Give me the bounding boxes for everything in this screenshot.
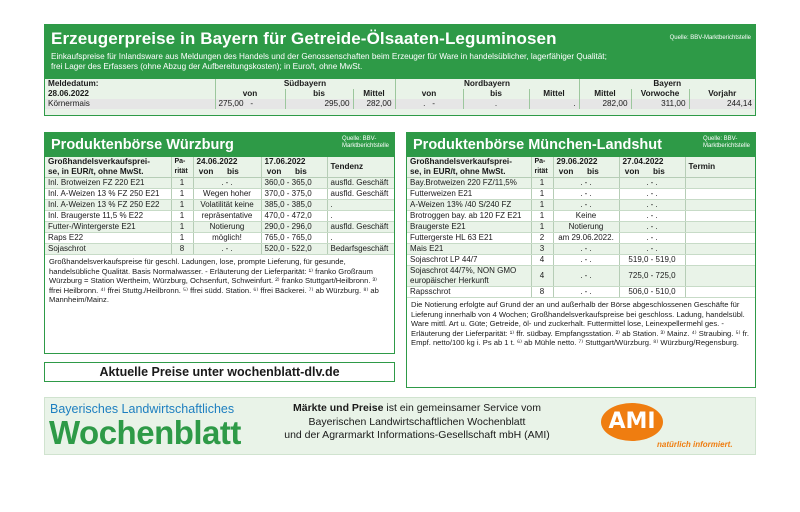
region-south: Südbayern [215, 79, 395, 89]
col-von: von [215, 89, 285, 99]
header-date-2: 27.04.2022 von bis [619, 157, 685, 178]
col-mittel: Mittel [353, 89, 395, 99]
table-row: Bay.Brotweizen 220 FZ/11,5% 1 . - . . - . [407, 178, 755, 189]
row-cell: . [463, 99, 529, 109]
producer-prices-desc-2: frei Lager des Erfassers (ohne Abzug der Aufbereitungskosten); in Euro/t, ohne MwSt. [51, 62, 363, 71]
table-row: Brotroggen bay. ab 120 FZ E21 1 Keine . - . [407, 211, 755, 222]
footer [44, 397, 756, 455]
muenchen-header [407, 133, 755, 157]
col-vorwoche: Vorwoche [631, 89, 689, 99]
row-cell: 282,00 [579, 99, 631, 109]
table-header-row [45, 157, 394, 178]
producer-prices-source: Quelle: BBV-Marktberichtstelle [669, 35, 751, 41]
wuerzburg-table [45, 157, 394, 255]
table-row: Inl. A-Weizen 13 % FZ 250 E21 1 Wegen hoher 370,0 - 375,0 ausfld. Geschäft [45, 189, 394, 200]
row-name: Körnermais [45, 99, 215, 109]
report-date: 28.06.2022 [45, 89, 215, 99]
region-bavaria: Bayern [653, 79, 682, 88]
row-cell: 282,00 [353, 99, 395, 109]
row-cell: 244,14 [726, 99, 752, 108]
table-row: Mais E21 3 . - . . - . [407, 244, 755, 255]
footer-service-text: Märkte und Preise ist ein gemeinsamer Service vom Bayerischen Landwirtschaftlichen Wochenblatt und der Agrarmarkt Informations-Gesellschaft mbH (AMI) [284, 402, 550, 441]
row-cell: 311,00 [631, 99, 689, 109]
row-cell: . [529, 99, 579, 109]
header-paritaet: Pa- rität [171, 157, 193, 178]
header-termin: Termin [685, 157, 755, 178]
table-row: Sojaschrot 8 . - . 520,0 - 522,0 Bedarfsgeschäft [45, 244, 394, 255]
muenchen-panel [406, 132, 756, 388]
meldedatum-label: Meldedatum: [45, 79, 215, 89]
ami-tagline: natürlich informiert. [657, 440, 733, 449]
col-von: von [395, 89, 463, 99]
header-name: Großhandelsverkaufsprei- se, in EUR/t, ohne MwSt. [45, 157, 171, 178]
wochenblatt-logo: Wochenblatt [49, 414, 241, 451]
ami-logo: AMI [601, 403, 663, 441]
wuerzburg-panel [44, 132, 395, 354]
muenchen-title: Produktenbörse München-Landshut [413, 137, 662, 153]
table-row: Futterweizen E21 1 . - . . - . [407, 189, 755, 200]
table-row: Inl. Braugerste 11,5 % E22 1 repräsentative 470,0 - 472,0 . [45, 211, 394, 222]
muenchen-note: Die Notierung erfolgte auf Grund der an und außerhalb der Börse abgeschlossenen Geschäfte für Lieferung innerhalb von 4 Wochen; Großhandelsverkaufspreise bei geschloss. Ladung, handelsübl. Ware mittl. Art u. Güte; Getreide, öl- und zuckerhalt. Futtermittel lose, Leinexpellermehl ges. - Erläuterung der Lieferparität: ¹⁾ ffr. südbay. Empfangsstation. ²⁾ ab Station. ³⁾ Mainz. ⁴⁾ Straubing. ⁵⁾ fr. Empf. netto/100 kg i. Ps ab 1 t. ⁶⁾ ab Mühle netto. ⁷⁾ Stuttgart/Würzburg. ⁸⁾ Würzburg/Regensburg. [411, 300, 749, 348]
col-bis: bis [285, 89, 353, 99]
col-mittel: Mittel [529, 89, 579, 99]
header-paritaet: Pa- rität [531, 157, 553, 178]
table-row: Sojaschrot 44/7%, NON GMO europäischer Herkunft 4 . - . 725,0 - 725,0 [407, 266, 755, 287]
table-row: Futtergerste HL 63 E21 2 am 29.06.2022. . - . [407, 233, 755, 244]
col-vorjahr: Vorjahr [708, 89, 737, 98]
header-date-2: 17.06.2022 von bis [261, 157, 327, 178]
table-row [45, 99, 755, 109]
producer-prices-table [45, 79, 755, 109]
row-cell: 275,00 - [215, 99, 285, 109]
wuerzburg-header [45, 133, 394, 157]
header-name: Großhandelsverkaufsprei- se, in EUR/t, ohne MwSt. [407, 157, 531, 178]
producer-prices-desc-1: Einkaufspreise für Inlandsware aus Meldungen des Handels und der Genossenschaften beim Erzeuger für Ware in handelsüblicher, lagerfähiger Qualität; [51, 52, 607, 61]
table-row: A-Weizen 13% /40 S/240 FZ 1 . - . . - . [407, 200, 755, 211]
header-date-1: 29.06.2022 von bis [553, 157, 619, 178]
col-mittel: Mittel [579, 89, 631, 99]
wuerzburg-title: Produktenbörse Würzburg [51, 137, 234, 153]
table-row: Raps E22 1 möglich! 765,0 - 765,0 . [45, 233, 394, 244]
table-row: Inl. Brotweizen FZ 220 E21 1 . - . 360,0 - 365,0 ausfld. Geschäft [45, 178, 394, 189]
wochenblatt-logo-top: Bayerisches Landwirtschaftliches [50, 402, 235, 416]
header-tendenz: Tendenz [327, 157, 394, 178]
wuerzburg-source: Quelle: BBV- Marktberichtstelle [341, 136, 389, 149]
col-bis: bis [463, 89, 529, 99]
table-row: Braugerste E21 1 Notierung . - . [407, 222, 755, 233]
table-header-row [45, 79, 755, 89]
table-row: Sojaschrot LP 44/7 4 . - . 519,0 - 519,0 [407, 255, 755, 266]
header-date-1: 24.06.2022 von bis [193, 157, 261, 178]
producer-prices-title: Erzeugerpreise in Bayern für Getreide-Ölsaaten-Leguminosen [51, 29, 557, 48]
promo-link[interactable]: Aktuelle Preise unter wochenblatt-dlv.de [44, 362, 395, 382]
region-north: Nordbayern [395, 79, 579, 89]
table-subheader-row [45, 89, 755, 99]
row-cell: . - [395, 99, 463, 109]
row-cell: 295,00 [285, 99, 353, 109]
table-header-row [407, 157, 755, 178]
muenchen-table [407, 157, 755, 298]
producer-prices-header [45, 25, 755, 79]
producer-prices-panel [44, 24, 756, 116]
wuerzburg-note: Großhandelsverkaufspreise für geschl. Ladungen, lose, prompte Lieferung, für gesunde, handelsübliche Qualität. Basis Normalwasser. - Erläuterung der Lieferparität: ¹⁾ franko Großraum Würzburg = Station Wertheim, Würzburg, Ochsenfurt, Schweinfurt. ²⁾ franko Stuttgart/Heilbronn. ³⁾ ffrei Heilbronn. ⁴⁾ ffrei Stuttg./Heilbronn. ⁵⁾ ffrei südd. Station. ⁶⁾ ffrei Bäckerei. ⁷⁾ ab Würzburg. ⁸⁾ ab Mannheim/Mainz. [49, 257, 379, 305]
table-row: Inl. A-Weizen 13 % FZ 250 E22 1 Volatilität keine 385,0 - 385,0 . [45, 200, 394, 211]
table-row: Futter-/Wintergerste E21 1 Notierung 290,0 - 296,0 ausfld. Geschäft [45, 222, 394, 233]
table-row: Rapsschrot 8 . - . 506,0 - 510,0 [407, 287, 755, 298]
muenchen-source: Quelle: BBV- Marktberichtstelle [702, 136, 750, 149]
